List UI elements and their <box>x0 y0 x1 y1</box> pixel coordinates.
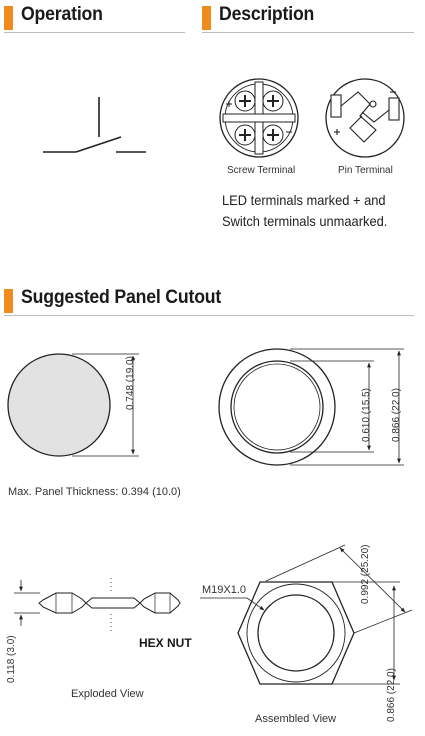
operation-title: Operation <box>21 4 103 25</box>
screw-terminal-label: Screw Terminal <box>227 165 296 176</box>
description-line-2: Switch terminals unmaarked. <box>222 213 388 229</box>
outer-cutout-dimension: 0.866 (22.0) <box>391 388 402 442</box>
inner-cutout-dimension: 0.610 (15.5) <box>361 388 372 442</box>
hex-nut-assembled-diagram <box>200 545 412 684</box>
round-cutout-dimension: 0.748 (19.0) <box>125 356 136 410</box>
round-cutout-diagram <box>8 354 139 456</box>
switch-symbol <box>43 97 146 152</box>
across-corners-dimension: 0.992 (25.20) <box>360 544 371 604</box>
across-flats-dimension: 0.866 (22.0) <box>386 668 397 722</box>
screw-terminal-diagram <box>220 79 298 157</box>
description-line-1: LED terminals marked + and <box>222 192 386 208</box>
thread-spec-label: M19X1.0 <box>202 584 247 596</box>
assembled-view-label: Assembled View <box>255 713 337 725</box>
description-title: Description <box>219 4 315 25</box>
ring-cutout-diagram <box>219 349 404 465</box>
exploded-view-label: Exploded View <box>71 688 144 700</box>
hex-nut-exploded-diagram <box>14 578 180 634</box>
pin-terminal-diagram <box>326 79 404 157</box>
hex-nut-label: HEX NUT <box>139 636 192 650</box>
max-panel-thickness: Max. Panel Thickness: 0.394 (10.0) <box>8 486 181 498</box>
pin-terminal-label: Pin Terminal <box>338 165 393 176</box>
nut-height-dimension: 0.118 (3.0) <box>6 635 17 683</box>
cutout-title: Suggested Panel Cutout <box>21 287 222 308</box>
